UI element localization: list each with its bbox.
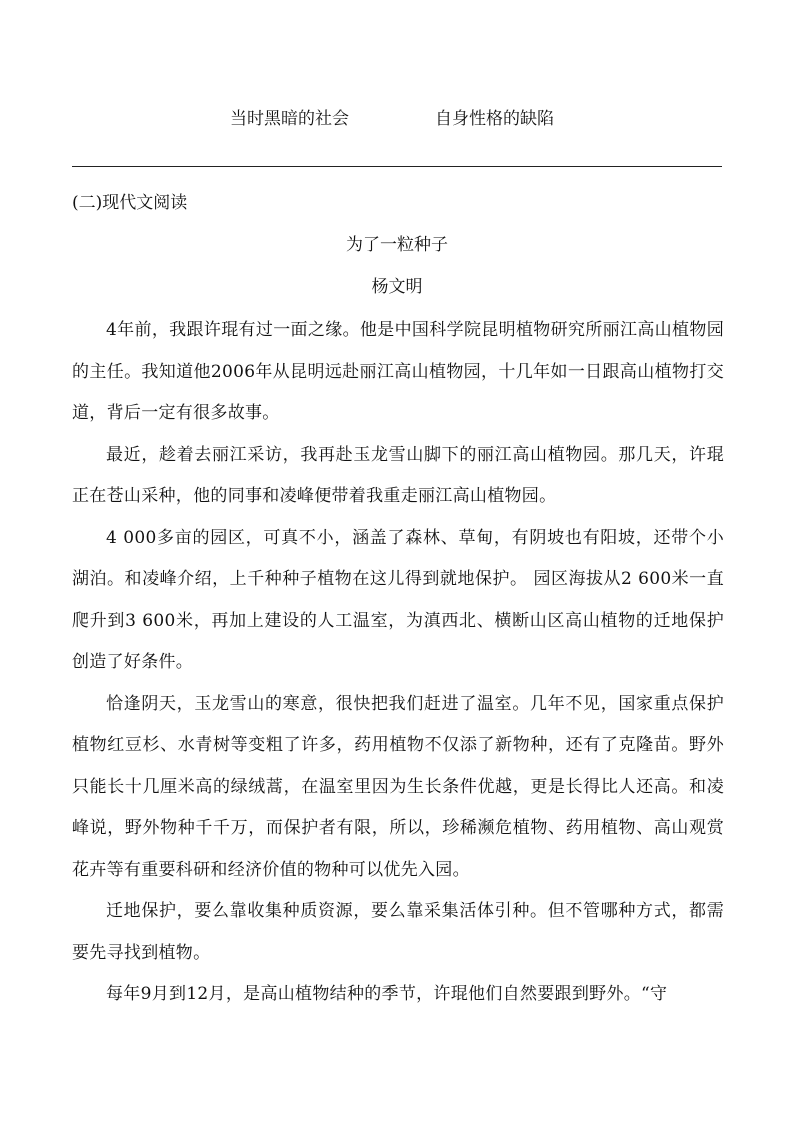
paragraph: 恰逢阴天，玉龙雪山的寒意，很快把我们赶进了温室。几年不见，国家重点保护植物红豆杉、水青树等变粗了许多，药用植物不仅添了新物种，还有了克隆苗。野外只能长十几厘米高的绿绒蒿，在温室里因为生长条件优越，更是长得比人还高。和凌峰说，野外物种千千万，而保护者有限，所以，珍稀濒危植物、药用植物、高山观赏花卉等有重要科研和经济价值的物种可以优先入园。 [72, 693, 724, 880]
paragraph: 最近，趁着去丽江采访，我再赴玉龙雪山脚下的丽江高山植物园。那几天，许琨正在苍山采种，他的同事和凌峰便带着我重走丽江高山植物园。 [72, 444, 724, 506]
answer-text-b: 自身性格的缺陷 [435, 109, 554, 129]
divider-line [72, 166, 722, 167]
article-author: 杨文明 [371, 277, 423, 297]
paragraph: 4 000多亩的园区，可真不小，涵盖了森林、草甸，有阴坡也有阳坡，还带个小湖泊。和凌峰介绍，上千种种子植物在这儿得到就地保护。 园区海拔从2 600米一直爬升到3 600米，再加上建设的人工温室，为滇西北、横断山区高山植物的迁地保护创造了好条件。 [72, 527, 724, 672]
section-title: (二)现代文阅读 [72, 193, 188, 213]
article-title: 为了一粒种子 [346, 235, 448, 255]
paragraph: 迁地保护，要么靠收集种质资源，要么靠采集活体引种。但不管哪种方式，都需要先寻找到植物。 [72, 901, 724, 963]
paragraph: 4年前，我跟许琨有过一面之缘。他是中国科学院昆明植物研究所丽江高山植物园的主任。我知道他2006年从昆明远赴丽江高山植物园，十几年如一日跟高山植物打交道，背后一定有很多故事。 [72, 320, 724, 423]
answer-row [0, 104, 794, 132]
article-body [72, 310, 724, 1016]
paragraph: 每年9月到12月，是高山植物结种的季节，许琨他们自然要跟到野外。“守 [106, 984, 668, 1004]
answer-text-a: 当时黑暗的社会 [230, 109, 349, 129]
